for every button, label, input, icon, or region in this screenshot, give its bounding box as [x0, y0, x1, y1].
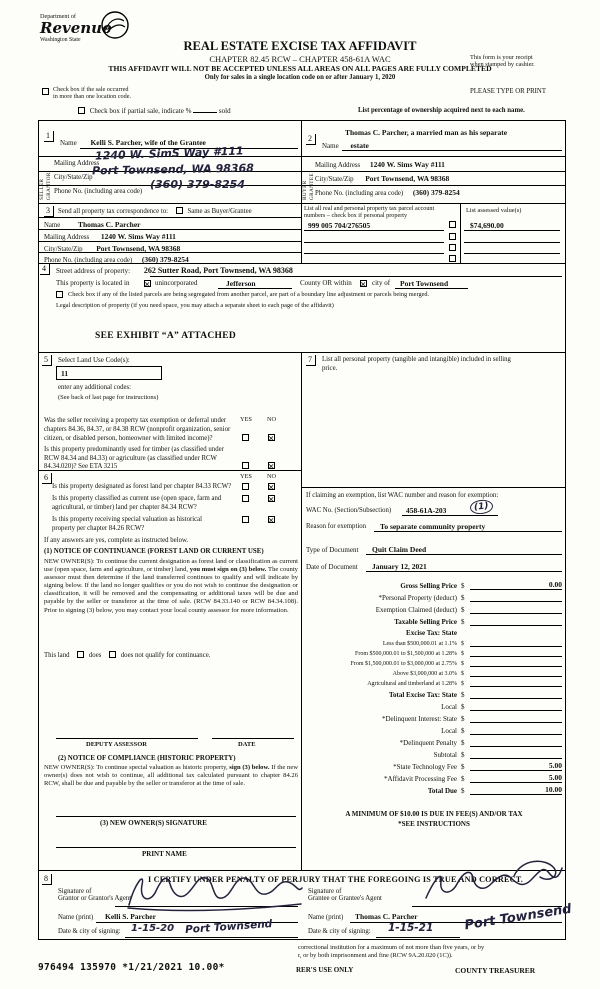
does-not-checkbox[interactable] — [109, 651, 116, 658]
dollar-sign: $ — [461, 775, 465, 783]
excise-row — [306, 590, 562, 602]
personal-property-line1: List all personal property (tangible and intangible) included in selling — [322, 356, 511, 363]
buyer-mailing-row — [315, 160, 445, 169]
timber-q-line1: Is this property predominantly used for timber (as classified under — [44, 446, 224, 453]
receipt-note — [470, 54, 535, 68]
correspondence-city-value: Port Townsend, WA 98368 — [96, 244, 181, 253]
excise-row-value — [470, 734, 562, 735]
dollar-sign: $ — [461, 582, 465, 590]
logo-dept-text: Department of — [40, 13, 76, 20]
receipt-note-line2: when stamped by cashier. — [470, 61, 535, 68]
grantor-date-city-label: Date & city of signing: — [58, 928, 121, 935]
does-label: does — [88, 652, 102, 659]
grantee-print-name-row — [308, 912, 418, 921]
historic-q-line2: property per chapter 84.26 RCW? — [52, 525, 145, 532]
excise-row-label: From $1,500,000.01 to $3,000,000 at 2.75% — [350, 661, 457, 667]
wac-value: 458-61A-203 — [406, 506, 447, 515]
seller-exemption-yes-checkbox[interactable] — [242, 434, 249, 441]
buyer-name-row — [322, 141, 369, 150]
parcel-numbers-header — [304, 205, 456, 219]
current-use-q-line2: agricultural, or timber) land per chapter 84.34 RCW? — [52, 504, 197, 511]
excise-row-value — [470, 686, 562, 687]
grantee-signature-label-line2: Grantee or Grantee's Agent — [308, 895, 382, 902]
logo-state-text: Washington State — [40, 37, 81, 43]
buyer-city-row — [315, 174, 449, 183]
correspondence-name-row — [44, 220, 141, 229]
new-owner-signature-label: (3) NEW OWNER(S) SIGNATURE — [100, 819, 207, 827]
county-or-within-label: County OR within — [300, 279, 352, 287]
forest-land-no-checkbox[interactable] — [268, 483, 275, 490]
notice-continuance-body — [44, 558, 298, 615]
does-not-label: does not qualify for continuance. — [120, 652, 211, 659]
grantor-signature-label — [58, 888, 131, 902]
correspondence-name-label: Name — [44, 222, 61, 229]
seller-name-value: Kelli S. Parcher, wife of the Grantee — [90, 138, 206, 147]
segregated-checkbox[interactable] — [56, 291, 63, 298]
excise-row — [306, 578, 562, 590]
excise-row-value: 5.00 — [470, 761, 562, 771]
seller-exemption-q-line2: chapters 84.36, 84.37, or 84.38 RCW (nonprofit organization, senior — [44, 426, 231, 433]
notice-compliance-text-2: If the new owner(s) does not wish to continue, all additional tax calculated pursuant to chapter 84.26 RCW, shall be due and payable by the seller or transferor at the time of sale. — [44, 764, 299, 788]
parcel-header-line2: numbers – check box if personal property — [304, 212, 408, 219]
excise-row-label: *Affidavit Processing Fee — [384, 775, 457, 783]
dor-emblem-icon — [100, 10, 132, 42]
dollar-sign: $ — [461, 715, 465, 723]
timber-yes-checkbox[interactable] — [242, 462, 249, 469]
excise-row-label: *Personal Property (deduct) — [378, 594, 457, 602]
buyer-phone-row — [315, 188, 460, 197]
ownership-percentage-note: List percentage of ownership acquired next to each name. — [358, 107, 525, 114]
logo-revenue-text: Revenue — [40, 19, 112, 37]
located-in-label: This property is located in — [56, 279, 130, 287]
historic-q-line1: Is this property receiving special valuation as historical — [52, 516, 203, 523]
notice-compliance-body — [44, 764, 298, 788]
this-land-label: This land — [44, 652, 70, 659]
grantor-print-name-value: Kelli S. Parcher — [105, 912, 156, 921]
excise-row — [306, 657, 562, 667]
type-or-print-note: PLEASE TYPE OR PRINT — [470, 88, 546, 95]
partial-sale-checkbox[interactable] — [78, 107, 85, 114]
wac-subsection-handwritten: (1) — [469, 499, 493, 515]
excise-row-value — [470, 656, 562, 657]
excise-row-label: Local — [441, 703, 457, 711]
dollar-sign: $ — [461, 763, 465, 771]
buyer-phone-value: (360) 379-8254 — [412, 188, 460, 197]
excise-row — [306, 723, 562, 735]
excise-row-label: *Delinquent Penalty — [399, 739, 457, 747]
legal-description-label: Legal description of property (if you need space, you may attach a separate sheet to each page of the affidavit) — [56, 302, 334, 309]
excise-row-label: *State Technology Fee — [393, 763, 457, 771]
excise-row-value — [470, 613, 562, 614]
section-7-number: 7 — [306, 355, 316, 366]
buyer-mailing-value: 1240 W. Sims Way #111 — [369, 160, 445, 169]
excise-row — [306, 759, 562, 771]
dollar-sign: $ — [461, 641, 464, 647]
exemption-header: If claiming an exemption, list WAC number and reason for exemption: — [306, 492, 499, 499]
grantor-word: GRANTOR — [46, 172, 52, 200]
multi-location-label-line1: Check box if the sale occurred — [53, 86, 129, 93]
dollar-sign: $ — [461, 618, 465, 626]
minimum-fee-note: A MINIMUM OF $10.00 IS DUE IN FEE(S) AND/OR TAX — [345, 810, 523, 818]
perjury-fragment-line2: r, or by both imprisonment and fine (RCW 9A.20.020 (1C)). — [298, 952, 453, 959]
single-location-note: Only for sales in a single location code on or after January 1, 2020 — [204, 73, 396, 81]
excise-row-label: Local — [441, 727, 457, 735]
partial-sale-percent-blank — [193, 112, 217, 113]
additional-codes-label: enter any additional codes: — [58, 384, 132, 391]
personal-property-checkbox-4[interactable] — [449, 255, 456, 262]
excise-row-value — [470, 666, 562, 667]
reason-label: Reason for exemption — [306, 523, 367, 530]
excise-row-value — [470, 710, 562, 711]
grantee-print-name-value: Thomas C. Parcher — [355, 912, 418, 921]
excise-tax-table — [306, 578, 562, 795]
correspondence-mailing-label: Mailing Address — [44, 234, 90, 241]
excise-row-label: Taxable Selling Price — [394, 618, 457, 626]
buyer-mailing-label: Mailing Address — [315, 162, 361, 169]
multi-location-label — [53, 86, 131, 100]
notice-continuance-title: (1) NOTICE OF CONTINUANCE (FOREST LAND OR CURRENT USE) — [44, 548, 264, 555]
current-use-q-line1: Is this property classified as current use (open space, farm and — [52, 495, 222, 502]
seller-mailing-label: Mailing Address — [54, 160, 100, 167]
assessed-values-header: List assessed value(s) — [466, 207, 522, 214]
document-date-value: January 12, 2021 — [372, 562, 427, 571]
excise-row-label: Gross Selling Price — [400, 582, 457, 590]
excise-row — [306, 677, 562, 687]
deputy-assessor-label: DEPUTY ASSESSOR — [86, 741, 147, 748]
excise-row-label: Agricultural and timberland at 1.28% — [367, 681, 457, 687]
excise-row-label: Above $3,000,000 at 3.0% — [392, 671, 457, 677]
dollar-sign: $ — [461, 671, 464, 677]
wac-label: WAC No. (Section/Subsection) — [306, 507, 392, 514]
excise-row — [306, 771, 562, 783]
continuance-qualify-row — [44, 651, 210, 659]
grantor-signature-label-line1: Signature of — [58, 888, 92, 895]
excise-row-value — [470, 746, 562, 747]
buyer-phone-label: Phone No. (including area code) — [315, 190, 404, 197]
section-8-number: 8 — [42, 874, 52, 885]
section5-no-header: NO — [267, 416, 277, 423]
treasurer-use-only-fragment: RER'S USE ONLY — [296, 966, 354, 974]
excise-row-value: 0.00 — [470, 580, 562, 590]
excise-row-label: Exemption Claimed (deduct) — [375, 606, 457, 614]
forest-land-yes-checkbox[interactable] — [242, 483, 249, 490]
correspondence-city-label: City/State/Zip — [44, 246, 83, 253]
correspondence-label: Send all property tax correspondence to: — [58, 208, 169, 215]
seller-exemption-no-checkbox[interactable] — [268, 434, 275, 441]
street-address-label: Street address of property: — [56, 267, 131, 275]
personal-property-checkbox-1[interactable] — [449, 221, 456, 228]
if-yes-note: If any answers are yes, complete as instructed below. — [44, 537, 189, 544]
county-value: Jefferson — [226, 279, 256, 288]
exhibit-a-note: SEE EXHIBIT “A” ATTACHED — [95, 331, 237, 341]
forest-land-question: Is this property designated as forest land per chapter 84.33 RCW? — [52, 483, 232, 490]
unincorporated-label: unincorporated — [155, 279, 198, 287]
deputy-date-label: DATE — [238, 741, 256, 748]
seller-city-value-handwritten: Port Townsend, WA 98368 — [91, 161, 254, 178]
grantee-date-city-label: Date & city of signing: — [308, 928, 371, 935]
buyer-word: BUYER — [302, 180, 308, 200]
current-use-yes-checkbox[interactable] — [242, 495, 249, 502]
notice-compliance-text-1: NEW OWNER(S): To continue special valuation as historic property, — [44, 764, 228, 771]
perjury-fragment-line1: correctional institution for a maximum of not more than five years, or by — [298, 944, 485, 951]
grantor-city-handwritten: Port Townsend — [184, 917, 273, 937]
dollar-sign: $ — [461, 727, 465, 735]
excise-row — [306, 647, 562, 657]
partial-sale-label: Check box if partial sale, indicate % — [89, 107, 192, 115]
seller-exemption-q-line1: Was the seller receiving a property tax exemption or deferral under — [44, 417, 227, 424]
dollar-sign: $ — [461, 606, 465, 614]
excise-row — [306, 602, 562, 614]
document-date-label: Date of Document — [306, 563, 358, 571]
seller-phone-value-handwritten: (360) 379-8254 — [150, 178, 245, 191]
partial-sale-row — [78, 107, 231, 115]
excise-row — [306, 783, 562, 795]
correspondence-phone-label: Phone No. (including area code) — [44, 257, 133, 264]
city-of-checkbox[interactable] — [360, 280, 367, 287]
multi-location-label-line2: in more than one location code. — [53, 93, 132, 100]
dollar-sign: $ — [461, 594, 465, 602]
section6-no-header: NO — [267, 473, 277, 480]
notice-compliance-bold: sign (3) below. — [229, 764, 270, 771]
excise-row — [306, 667, 562, 677]
excise-row-label: Subtotal — [433, 751, 457, 759]
buyer-name-value-line2: estate — [350, 141, 369, 150]
excise-row-label: Total Excise Tax: State — [389, 691, 457, 699]
street-address-row — [56, 266, 293, 275]
dollar-sign: $ — [461, 739, 465, 747]
seller-city-label: City/State/Zip — [54, 174, 93, 181]
same-as-buyer-checkbox[interactable] — [176, 207, 183, 214]
grantee-signature-label — [308, 888, 382, 902]
cashier-stamp: 976494 135970 *1/21/2021 10.00* — [38, 962, 225, 973]
seller-exemption-q-line3: citizen, or disabled person, homeowner with limited income)? — [44, 435, 213, 442]
certify-statement: I CERTIFY UNDER PENALTY OF PERJURY THAT THE FOREGOING IS TRUE AND CORRECT. — [148, 875, 524, 884]
see-back-note: (See back of last page for instructions) — [58, 394, 159, 401]
parcel-header-line1: List all real and personal property tax parcel account — [304, 205, 435, 212]
grantor-date-handwritten: 1-15-20 — [131, 923, 175, 934]
historic-yes-checkbox[interactable] — [242, 516, 249, 523]
excise-row-value — [470, 758, 562, 759]
excise-row — [306, 687, 562, 699]
personal-property-checkbox-3[interactable] — [449, 244, 456, 251]
notice-compliance-title: (2) NOTICE OF COMPLIANCE (HISTORIC PROPERTY) — [58, 755, 236, 762]
form-chapter: CHAPTER 82.45 RCW – CHAPTER 458-61A WAC — [209, 54, 391, 64]
excise-state-header: Excise Tax: State — [406, 629, 457, 637]
historic-no-checkbox[interactable] — [268, 516, 275, 523]
correspondence-row — [58, 207, 252, 215]
excise-row — [306, 699, 562, 711]
document-type-value: Quit Claim Deed — [372, 545, 427, 554]
form-warning: THIS AFFIDAVIT WILL NOT BE ACCEPTED UNLESS ALL AREAS ON ALL PAGES ARE FULLY COMPLETED — [108, 64, 492, 73]
city-of-label: city of — [372, 279, 391, 287]
assessed-value: $74,690.00 — [470, 221, 504, 230]
receipt-note-line1: This form is your receipt — [470, 54, 533, 61]
excise-row-value: 10.00 — [470, 785, 562, 795]
see-instructions-note: *SEE INSTRUCTIONS — [398, 820, 470, 828]
section-1-number: 1 — [44, 131, 54, 142]
grantor-print-name-row — [58, 912, 156, 921]
notice-continuance-text-2: The county assessor must then determine if the land transferred continues to qualify and will indicate by signing below. If the land no longer qualifies or you do not wish to continue the designation or classification, it will be removed and the compensating or additional taxes will be due and payable by the seller or transferor at the time of sale. (RCW 84.33.140 or RCW 84.34.108). Prior to signing (3) below, you may contact your local county assessor for more information. — [44, 566, 298, 614]
excise-row — [306, 735, 562, 747]
does-checkbox[interactable] — [77, 651, 84, 658]
section-5-number: 5 — [42, 355, 52, 366]
seller-side-label — [39, 140, 52, 200]
buyer-side-label — [302, 140, 315, 200]
section-2-number: 2 — [306, 134, 316, 145]
correspondence-mailing-value: 1240 W. Sims Way #111 — [100, 232, 176, 241]
buyer-city-value: Port Townsend, WA 98368 — [365, 174, 450, 183]
timber-q-line2: RCW 84.34 and 84.33) or agriculture (as classified under RCW — [44, 455, 217, 462]
section5-yes-header: YES — [240, 416, 252, 423]
excise-row-value — [470, 601, 562, 602]
partial-sale-sold-label: sold — [218, 107, 231, 115]
street-address-value: 262 Sutter Road, Port Townsend, WA 98368 — [143, 266, 293, 275]
timber-no-checkbox[interactable] — [268, 462, 275, 469]
excise-row — [306, 637, 562, 647]
grantor-print-name-label: Name (print) — [58, 914, 94, 921]
personal-property-line2: price. — [322, 365, 338, 372]
buyer-city-label: City/State/Zip — [315, 176, 354, 183]
dollar-sign: $ — [461, 787, 465, 795]
grantee-word: GRANTEE — [309, 172, 315, 200]
excise-row — [306, 711, 562, 723]
seller-word: SELLER — [39, 178, 45, 200]
form-title: REAL ESTATE EXCISE TAX AFFIDAVIT — [183, 39, 417, 53]
grantor-signature-label-line2: Grantor or Grantor's Agent — [58, 895, 132, 902]
correspondence-mailing-row — [44, 232, 176, 241]
notice-continuance-text-1: NEW OWNER(S): To continue the current designation as forest land or classification as current use (open space, farm and agriculture, or timber) land, — [44, 558, 298, 574]
buyer-name-value-line1: Thomas C. Parcher, a married man as his separate — [345, 128, 508, 137]
land-use-code-value: 11 — [61, 369, 69, 378]
correspondence-phone-value: (360) 379-8254 — [141, 255, 189, 264]
grantee-date-handwritten: 1-15-21 — [388, 922, 434, 934]
excise-row-label: Total Due — [427, 787, 457, 795]
grantee-city-handwritten: Port Townsend — [463, 901, 573, 934]
correspondence-city-row — [44, 244, 180, 253]
county-treasurer-label: COUNTY TREASURER — [455, 966, 536, 975]
dollar-sign: $ — [461, 703, 465, 711]
excise-row — [306, 747, 562, 759]
multi-location-checkbox[interactable] — [42, 88, 49, 95]
print-name-label: PRINT NAME — [142, 850, 187, 858]
excise-row-value — [470, 676, 562, 677]
section-6-number: 6 — [42, 473, 52, 484]
excise-row-value: 5.00 — [470, 773, 562, 783]
seller-phone-label: Phone No. (including area code) — [54, 188, 143, 195]
section-4-number: 4 — [40, 264, 50, 275]
same-as-buyer-label: Same as Buyer/Grantee — [187, 208, 252, 215]
dollar-sign: $ — [461, 691, 465, 699]
section-3-number: 3 — [44, 206, 54, 217]
grantee-signature-label-line1: Signature of — [308, 888, 342, 895]
segregated-label: Check box if any of the listed parcels are being segregated from another parcel, are part of a boundary line adjustment or parcels being merged. — [68, 291, 430, 298]
parcel-number-value: 999 005 704/276505 — [308, 221, 371, 230]
document-type-label: Type of Document — [306, 546, 359, 554]
unincorporated-checkbox[interactable] — [144, 280, 151, 287]
city-value: Port Townsend — [400, 279, 449, 288]
excise-row-label: Less than $500,000.01 at 1.1% — [382, 641, 457, 647]
buyer-name-label: Name — [322, 142, 339, 150]
current-use-no-checkbox[interactable] — [268, 495, 275, 502]
timber-q-line3: 84.34.020)? See ETA 3215 — [44, 463, 118, 470]
correspondence-phone-row — [44, 255, 189, 264]
reason-value: To separate community property — [380, 522, 486, 531]
grantor-signature — [125, 867, 305, 912]
excise-row-value — [470, 625, 562, 626]
land-use-label: Select Land Use Code(s): — [58, 356, 130, 364]
section6-yes-header: YES — [240, 473, 252, 480]
dollar-sign: $ — [461, 751, 465, 759]
grantee-print-name-label: Name (print) — [308, 914, 344, 921]
excise-row-label: *Delinquent Interest: State — [381, 715, 457, 723]
notice-continuance-bold: you must sign on (3) below. — [189, 566, 267, 574]
dollar-sign: $ — [461, 681, 464, 687]
seller-mailing-value-handwritten: 1240 W. SimS Way #111 — [94, 144, 244, 163]
excise-row — [306, 614, 562, 626]
excise-row-value — [470, 722, 562, 723]
excise-row-value — [470, 646, 562, 647]
excise-row-label: From $500,000.01 to $1,500,000 at 1.28% — [355, 651, 457, 657]
dollar-sign: $ — [461, 651, 464, 657]
grantee-signature — [422, 856, 564, 908]
excise-row-value — [470, 698, 562, 699]
dollar-sign: $ — [461, 661, 464, 667]
excise-state-header-row — [306, 626, 562, 637]
correspondence-name-value: Thomas C. Parcher — [77, 220, 141, 229]
seller-name-label: Name — [60, 139, 77, 147]
personal-property-checkbox-2[interactable] — [449, 233, 456, 240]
